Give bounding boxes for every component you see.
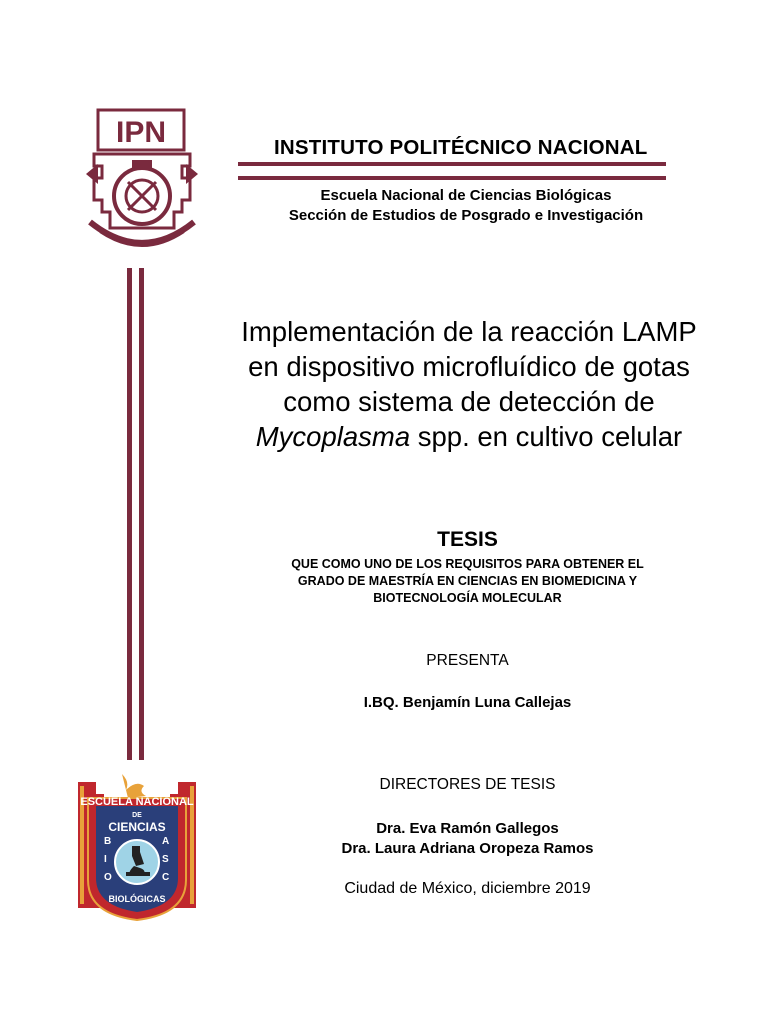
title-line-4	[180, 419, 758, 454]
director-name: Dra. Eva Ramón Gallegos	[376, 820, 559, 837]
ipn-logo	[84, 104, 200, 256]
svg-text:S: S	[162, 854, 169, 865]
requirements-line-3: BIOTECNOLOGÍA MOLECULAR	[373, 591, 562, 605]
thesis-requirements	[240, 556, 695, 607]
ipn-logo-text: IPN	[115, 116, 167, 149]
encb-letter: B	[104, 836, 112, 847]
thesis-title	[180, 314, 758, 454]
institute-name: INSTITUTO POLITÉCNICO NACIONAL	[274, 136, 648, 159]
encb-logo-text-de: DE	[132, 812, 142, 819]
thesis-heading: TESIS	[437, 528, 498, 551]
title-line-1: Implementación de la reacción LAMP	[241, 316, 697, 347]
svg-text:A: A	[162, 836, 170, 847]
section-name: Sección de Estudios de Posgrado e Investigación	[288, 207, 644, 224]
director-name: Dra. Laura Adriana Oropeza Ramos	[341, 840, 594, 857]
svg-text:C: C	[162, 872, 170, 883]
encb-logo-text-mid: CIENCIAS	[108, 820, 166, 834]
encb-logo	[74, 772, 200, 922]
title-line-4-rest: spp. en cultivo celular	[410, 421, 683, 452]
vertical-rule-right	[139, 268, 144, 760]
vertical-rule-left	[127, 268, 132, 760]
title-organism: Mycoplasma	[255, 421, 411, 452]
svg-text:O: O	[104, 872, 112, 883]
encb-logo-text-bottom: BIOLÓGICAS	[108, 894, 166, 904]
requirements-line-2: GRADO DE MAESTRÍA EN CIENCIAS EN BIOMEDICINA Y	[297, 574, 638, 588]
header-rule-bottom	[238, 176, 666, 180]
encb-logo-text-top: ESCUELA NACIONAL	[80, 796, 194, 808]
school-name: Escuela Nacional de Ciencias Biológicas	[320, 187, 612, 204]
directors-label: DIRECTORES DE TESIS	[379, 776, 556, 793]
presenter-label: PRESENTA	[426, 652, 509, 669]
author-name: I.BQ. Benjamín Luna Callejas	[363, 694, 572, 711]
title-line-3: como sistema de detección de	[283, 386, 655, 417]
header-rule-top	[238, 162, 666, 166]
title-line-2: en dispositivo microfluídico de gotas	[248, 351, 690, 382]
svg-text:I: I	[104, 854, 107, 865]
place-date: Ciudad de México, diciembre 2019	[344, 880, 591, 897]
requirements-line-1: QUE COMO UNO DE LOS REQUISITOS PARA OBTENER EL	[291, 557, 644, 571]
